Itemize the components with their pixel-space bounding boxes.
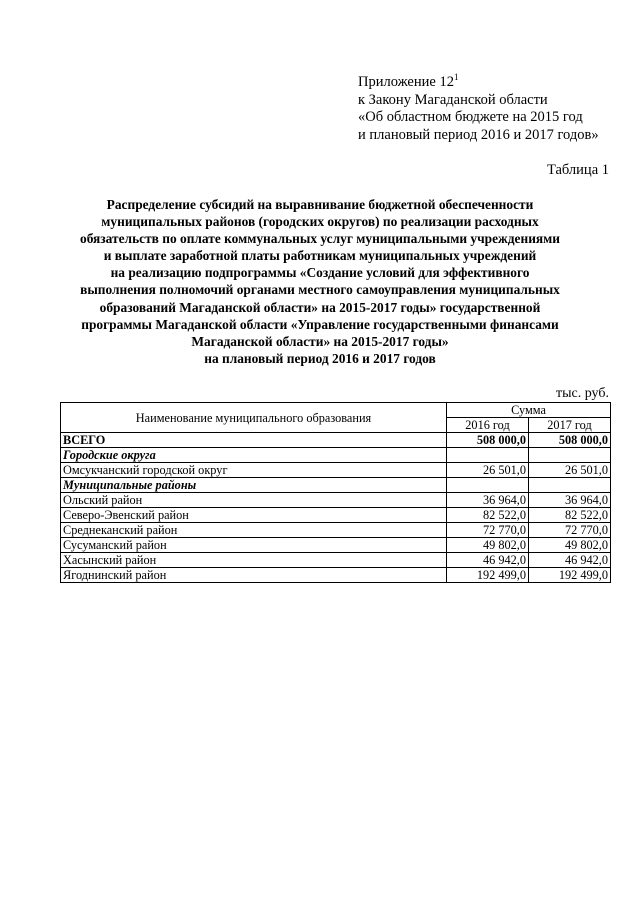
group-label: Городские округа [61, 448, 447, 463]
row-name: Хасынский район [61, 553, 447, 568]
empty-cell [529, 448, 611, 463]
title-line: на реализацию подпрограммы «Создание условий для эффективного [110, 265, 530, 281]
column-header-2016: 2016 год [447, 418, 529, 433]
document-title [40, 196, 600, 367]
title-line: Магаданской области» на 2015-2017 годы» [191, 333, 449, 349]
table-row [61, 538, 611, 553]
title-line: программы Магаданской области «Управление государственными финансами [81, 316, 559, 332]
appendix-header [358, 74, 599, 144]
table-header-row [61, 403, 611, 418]
column-header-2017: 2017 год [529, 418, 611, 433]
empty-cell [447, 478, 529, 493]
column-header-sum: Сумма [447, 403, 611, 418]
title-line: обязательств по оплате коммунальных услуг муниципальными учреждениями [80, 231, 560, 247]
unit-label: тыс. руб. [556, 386, 609, 401]
column-header-name: Наименование муниципального образования [61, 403, 447, 433]
table-number-label: Таблица 1 [546, 162, 609, 178]
group-label: Муниципальные районы [61, 478, 447, 493]
title-line: и выплате заработной платы работникам муниципальных учреждений [103, 248, 537, 264]
row-2016: 26 501,0 [447, 463, 529, 478]
row-2016: 36 964,0 [447, 493, 529, 508]
title-line: образований Магаданской области» на 2015-2017 годы» государственной [99, 299, 541, 315]
row-2017: 46 942,0 [529, 553, 611, 568]
row-name: Сусуманский район [61, 538, 447, 553]
row-2017: 72 770,0 [529, 523, 611, 538]
table-row [61, 508, 611, 523]
row-name: Среднеканский район [61, 523, 447, 538]
row-name: Ягоднинский район [61, 568, 447, 583]
appendix-period-line: и плановый период 2016 и 2017 годов» [358, 126, 599, 143]
empty-cell [529, 478, 611, 493]
title-line: на плановый период 2016 и 2017 годов [204, 350, 436, 366]
total-row [61, 433, 611, 448]
row-2016: 72 770,0 [447, 523, 529, 538]
table-row [61, 523, 611, 538]
empty-cell [447, 448, 529, 463]
appendix-law-line: к Закону Магаданской области [358, 91, 548, 108]
row-2017: 49 802,0 [529, 538, 611, 553]
row-2017: 36 964,0 [529, 493, 611, 508]
table-row [61, 463, 611, 478]
row-name: Ольский район [61, 493, 447, 508]
row-name: Северо-Эвенский район [61, 508, 447, 523]
total-2017: 508 000,0 [529, 433, 611, 448]
row-2017: 82 522,0 [529, 508, 611, 523]
appendix-superscript: 1 [453, 72, 459, 82]
row-2016: 46 942,0 [447, 553, 529, 568]
group-row-city-districts [61, 448, 611, 463]
appendix-budget-line: «Об областном бюджете на 2015 год [358, 109, 583, 125]
row-2017: 26 501,0 [529, 463, 611, 478]
total-2016: 508 000,0 [447, 433, 529, 448]
title-line: муниципальных районов (городских округов) по реализации расходных [101, 214, 539, 230]
row-2016: 192 499,0 [447, 568, 529, 583]
row-name: Омсукчанский городской округ [61, 463, 447, 478]
table-row [61, 493, 611, 508]
row-2016: 82 522,0 [447, 508, 529, 523]
appendix-number: Приложение $12^1$ [358, 72, 459, 90]
total-label: ВСЕГО [61, 433, 447, 448]
table-row [61, 568, 611, 583]
subsidy-table [60, 402, 611, 583]
group-row-municipal-districts [61, 478, 611, 493]
title-line: выполнения полномочий органами местного самоуправления муниципальных [80, 282, 560, 298]
table-row [61, 553, 611, 568]
row-2017: 192 499,0 [529, 568, 611, 583]
row-2016: 49 802,0 [447, 538, 529, 553]
title-line: Распределение субсидий на выравнивание бюджетной обеспеченности [106, 197, 534, 212]
